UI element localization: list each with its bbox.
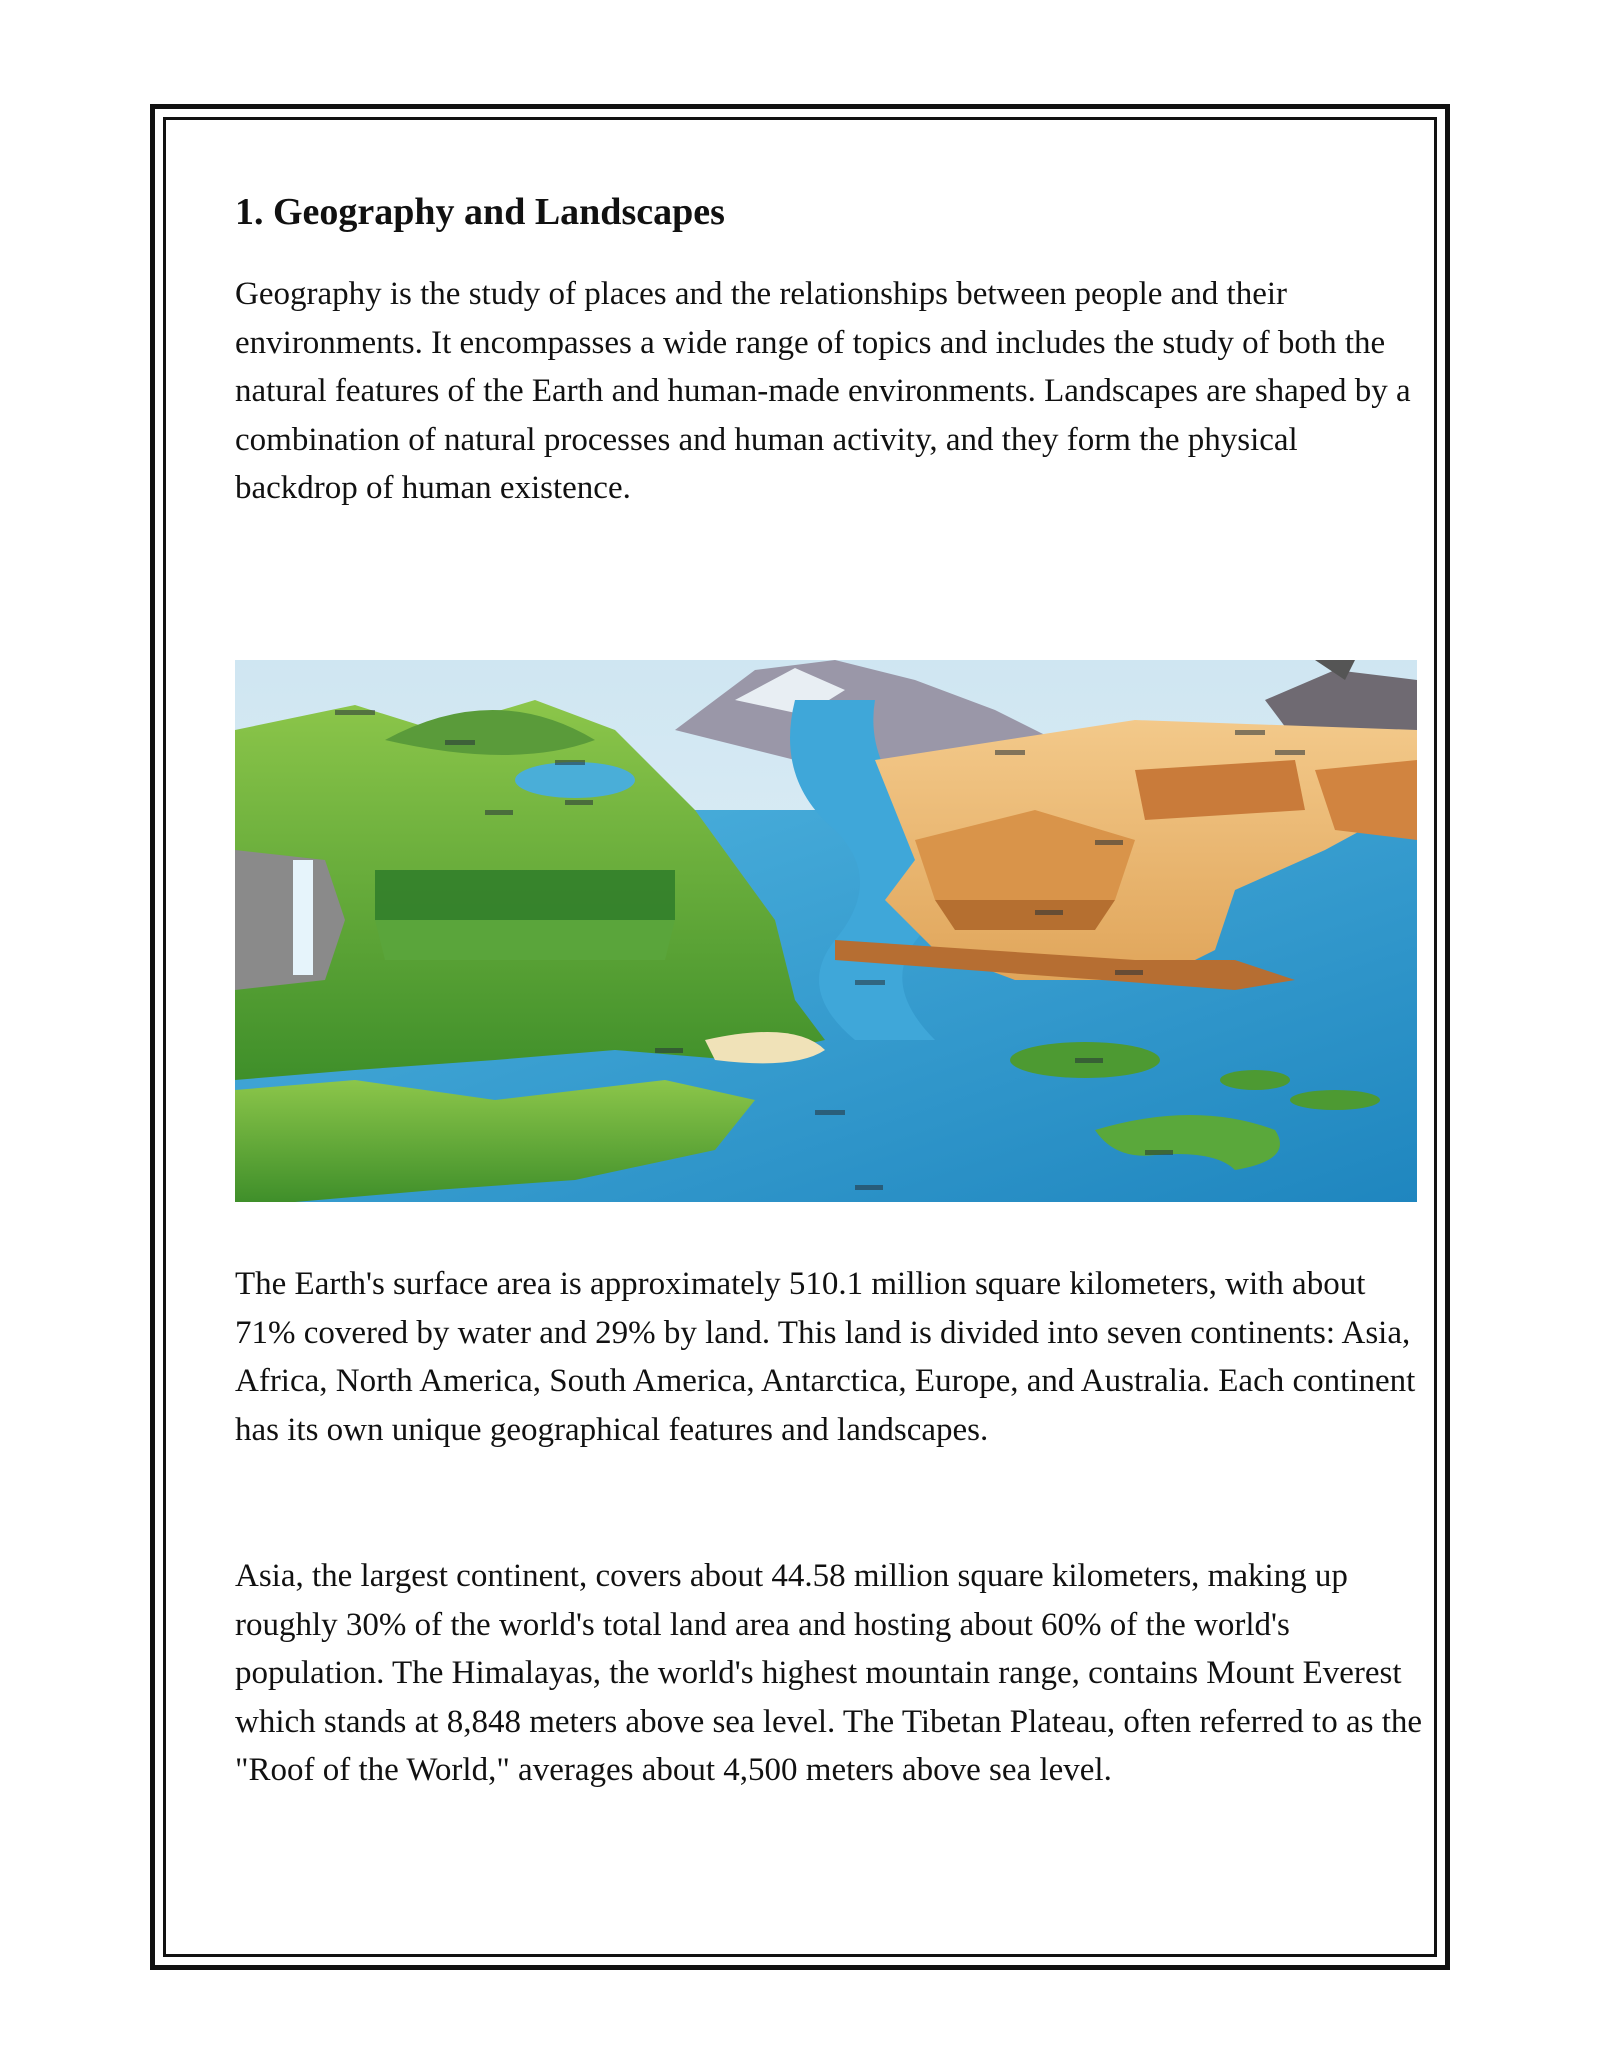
- section-heading: 1. Geography and Landscapes: [235, 191, 725, 233]
- paragraph-intro: Geography is the study of places and the relationships between people and their environments. It encompasses a wide range of topics and includes the study of both the natural features of the Earth and human-made environments. Landscapes are shaped by a combination of natural processes and human activity, and they form the physical backdrop of human existence.: [235, 276, 1411, 506]
- paragraph-earth-surface: The Earth's surface area is approximately 510.1 million square kilometers, with about 71% covered by water and 29% by land. This land is divided into seven continents: Asia, Africa, North America, South America, Antarctica, Europe, and Australia. Each continent has its own unique geographical features and landscapes.: [235, 1266, 1416, 1448]
- paragraph-asia: Asia, the largest continent, covers about 44.58 million square kilometers, making up roughly 30% of the world's total land area and hosting about 60% of the world's population. The Himalayas, the world's highest mountain range, contains Mount Everest which stands at 8,848 meters above sea level. The Tibetan Plateau, often referred to as the "Roof of the World," averages about 4,500 meters above sea level.: [235, 1558, 1423, 1788]
- landforms-illustration: [235, 660, 1417, 1202]
- document-content: [235, 188, 1425, 1788]
